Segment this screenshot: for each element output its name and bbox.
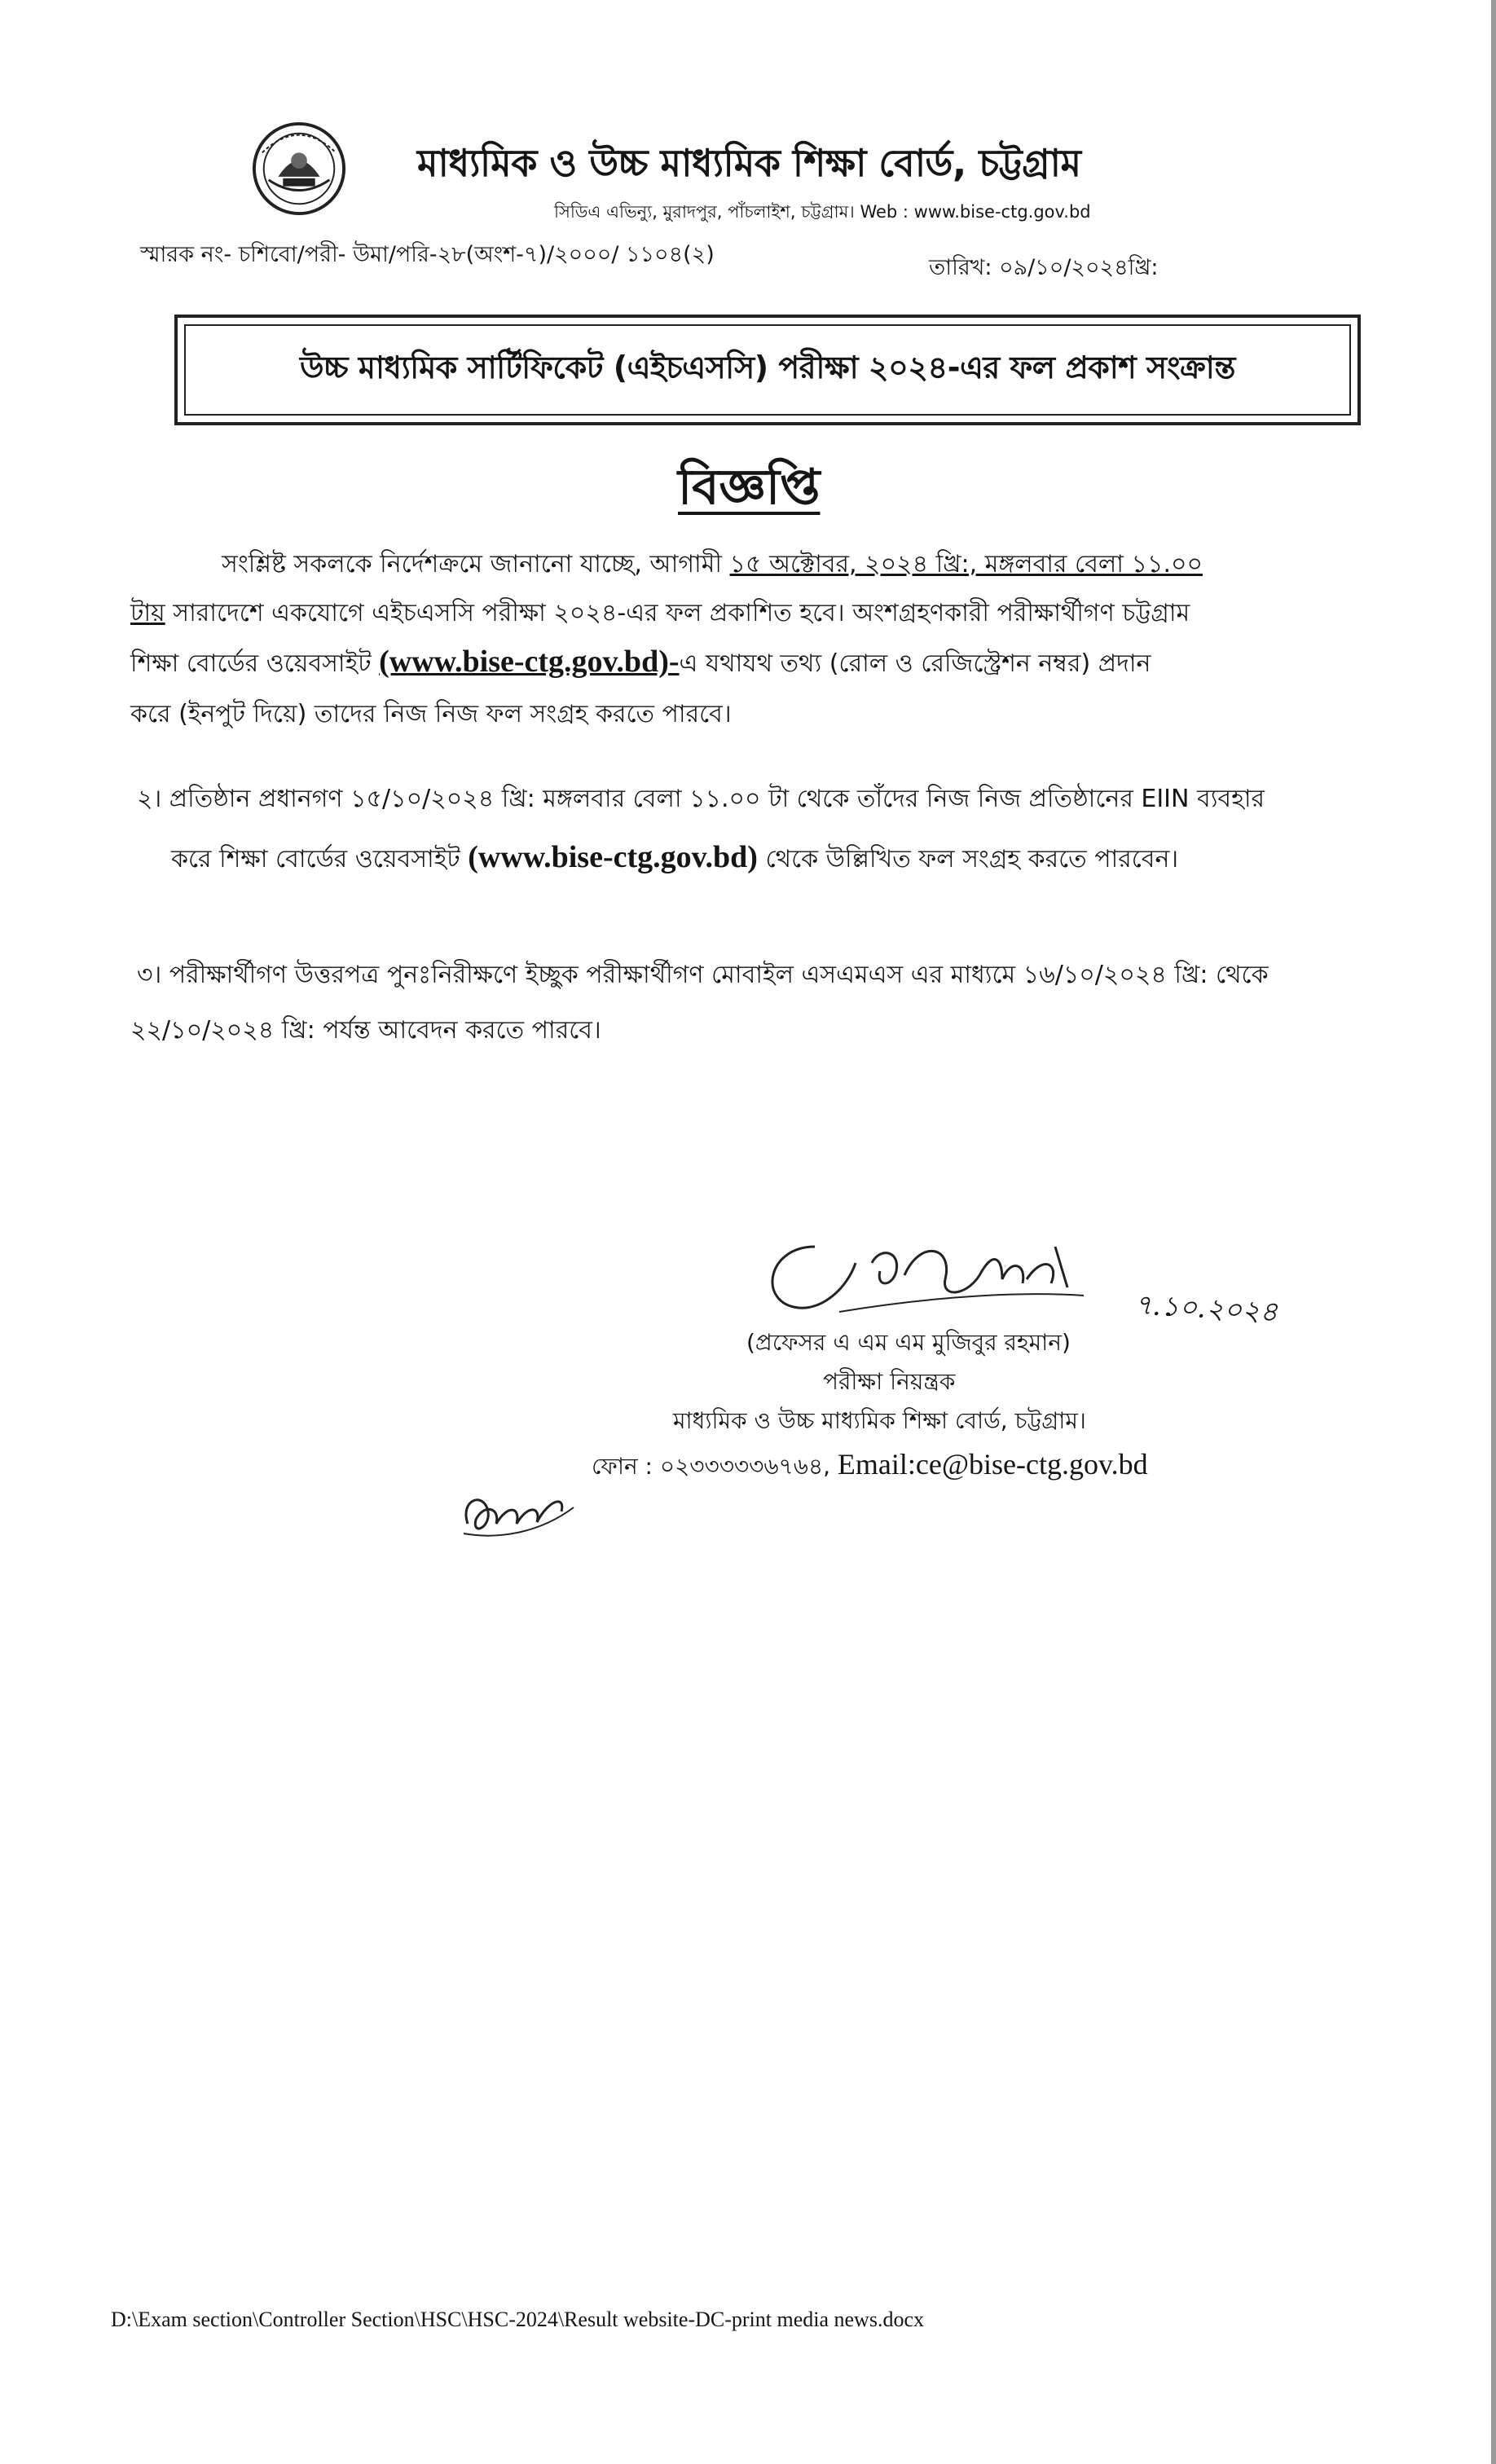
paragraph3-line1: ৩। পরীক্ষার্থীগণ উত্তরপত্র পুনঃনিরীক্ষণে ইচ্ছুক পরীক্ষার্থীগণ মোবাইল এসএমএস এর মাধ্যমে ১৬/১০/২০২৪ খ্রি: থেকে [137, 961, 1269, 989]
paragraph1-line3 [130, 644, 1151, 685]
result-date-highlight: ১৫ অক্টোবর, ২০২৪ খ্রি:, মঙ্গলবার বেলা ১১.০০ [729, 550, 1203, 579]
paragraph3-line2: ২২/১০/২০২৪ খ্রি: পর্যন্ত আবেদন করতে পারবে। [130, 1016, 601, 1045]
board-website-link[interactable]: (www.bise-ctg.gov.bd) [468, 840, 758, 874]
paragraph2-line2 [171, 839, 1178, 881]
signatory-name: (প্রফেসর এ এম এম মুজিবুর রহমান) [746, 1329, 1071, 1356]
signatory-contact [592, 1447, 1148, 1487]
memo-number: স্মারক নং- চশিবো/পরী- উমা/পরি-২৮(অংশ-৭)/২০০০/ ১১০৪(২) [140, 242, 715, 267]
paragraph1-line2 [130, 593, 1190, 635]
paragraph1-text: সারাদেশে একযোগে এইচএসসি পরীক্ষা ২০২৪-এর ফল প্রকাশিত হবে। অংশগ্রহণকারী পরীক্ষার্থীগণ চট্টগ্রাম [165, 599, 1190, 627]
paragraph1-text: এ যথাযথ তথ্য (রোল ও রেজিস্ট্রেশন নম্বর) প্রদান [679, 649, 1151, 678]
signatory-designation: পরীক্ষা নিয়ন্ত্রক [823, 1368, 956, 1395]
board-seal-logo [251, 121, 347, 217]
signature-date: ৭.১০.২০২৪ [1133, 1288, 1279, 1329]
board-address: সিডিএ এভিন্যু, মুরাদপুর, পাঁচলাইশ, চট্টগ্রাম। Web : www.bise-ctg.gov.bd [554, 202, 1091, 222]
paragraph2-line1: ২। প্রতিষ্ঠান প্রধানগণ ১৫/১০/২০২৪ খ্রি: মঙ্গলবার বেলা ১১.০০ টা থেকে তাঁদের নিজ নিজ প্রতিষ্ঠানের EIIN ব্যবহার [137, 785, 1265, 813]
scan-edge [1491, 0, 1496, 2464]
signatory-office: মাধ্যমিক ও উচ্চ মাধ্যমিক শিক্ষা বোর্ড, চট্টগ্রাম। [673, 1407, 1086, 1434]
paragraph2-text: করে শিক্ষা বোর্ডের ওয়েবসাইট [171, 845, 469, 873]
result-time-highlight: টায় [130, 599, 165, 627]
initial-scribble [451, 1475, 582, 1545]
paragraph1-text: শিক্ষা বোর্ডের ওয়েবসাইট [130, 649, 380, 678]
notice-title: উচ্চ মাধ্যমিক সার্টিফিকেট (এইচএসসি) পরীক্ষা ২০২৪-এর ফল প্রকাশ সংক্রান্ত [300, 350, 1235, 385]
notice-heading: বিজ্ঞপ্তি [678, 459, 821, 516]
title-box [174, 315, 1361, 425]
paragraph2-text: থেকে উল্লিখিত ফল সংগ্রহ করতে পারবেন। [757, 845, 1179, 873]
board-name: মাধ্যমিক ও উচ্চ মাধ্যমিক শিক্ষা বোর্ড, চট্টগ্রাম [417, 141, 1081, 185]
paragraph1-text: সংশ্লিষ্ট সকলকে নির্দেশক্রমে জানানো যাচ্ছে, আগামী [222, 550, 730, 579]
issue-date: তারিখ: ০৯/১০/২০২৪খ্রি: [929, 255, 1159, 280]
email-address[interactable]: Email:ce@bise-ctg.gov.bd [837, 1448, 1148, 1481]
file-path-footer: D:\Exam section\Controller Section\HSC\HSC-2024\Result website-DC-print media news.docx [111, 2308, 924, 2331]
paragraph1-line1 [222, 544, 1203, 586]
board-website-link[interactable]: (www.bise-ctg.gov.bd)- [379, 645, 680, 679]
phone-number: ফোন : ০২৩৩৩৩৩৬৭৬৪, [592, 1453, 838, 1480]
paragraph1-line4: করে (ইনপুট দিয়ে) তাদের নিজ নিজ ফল সংগ্রহ করতে পারবে। [130, 700, 732, 728]
